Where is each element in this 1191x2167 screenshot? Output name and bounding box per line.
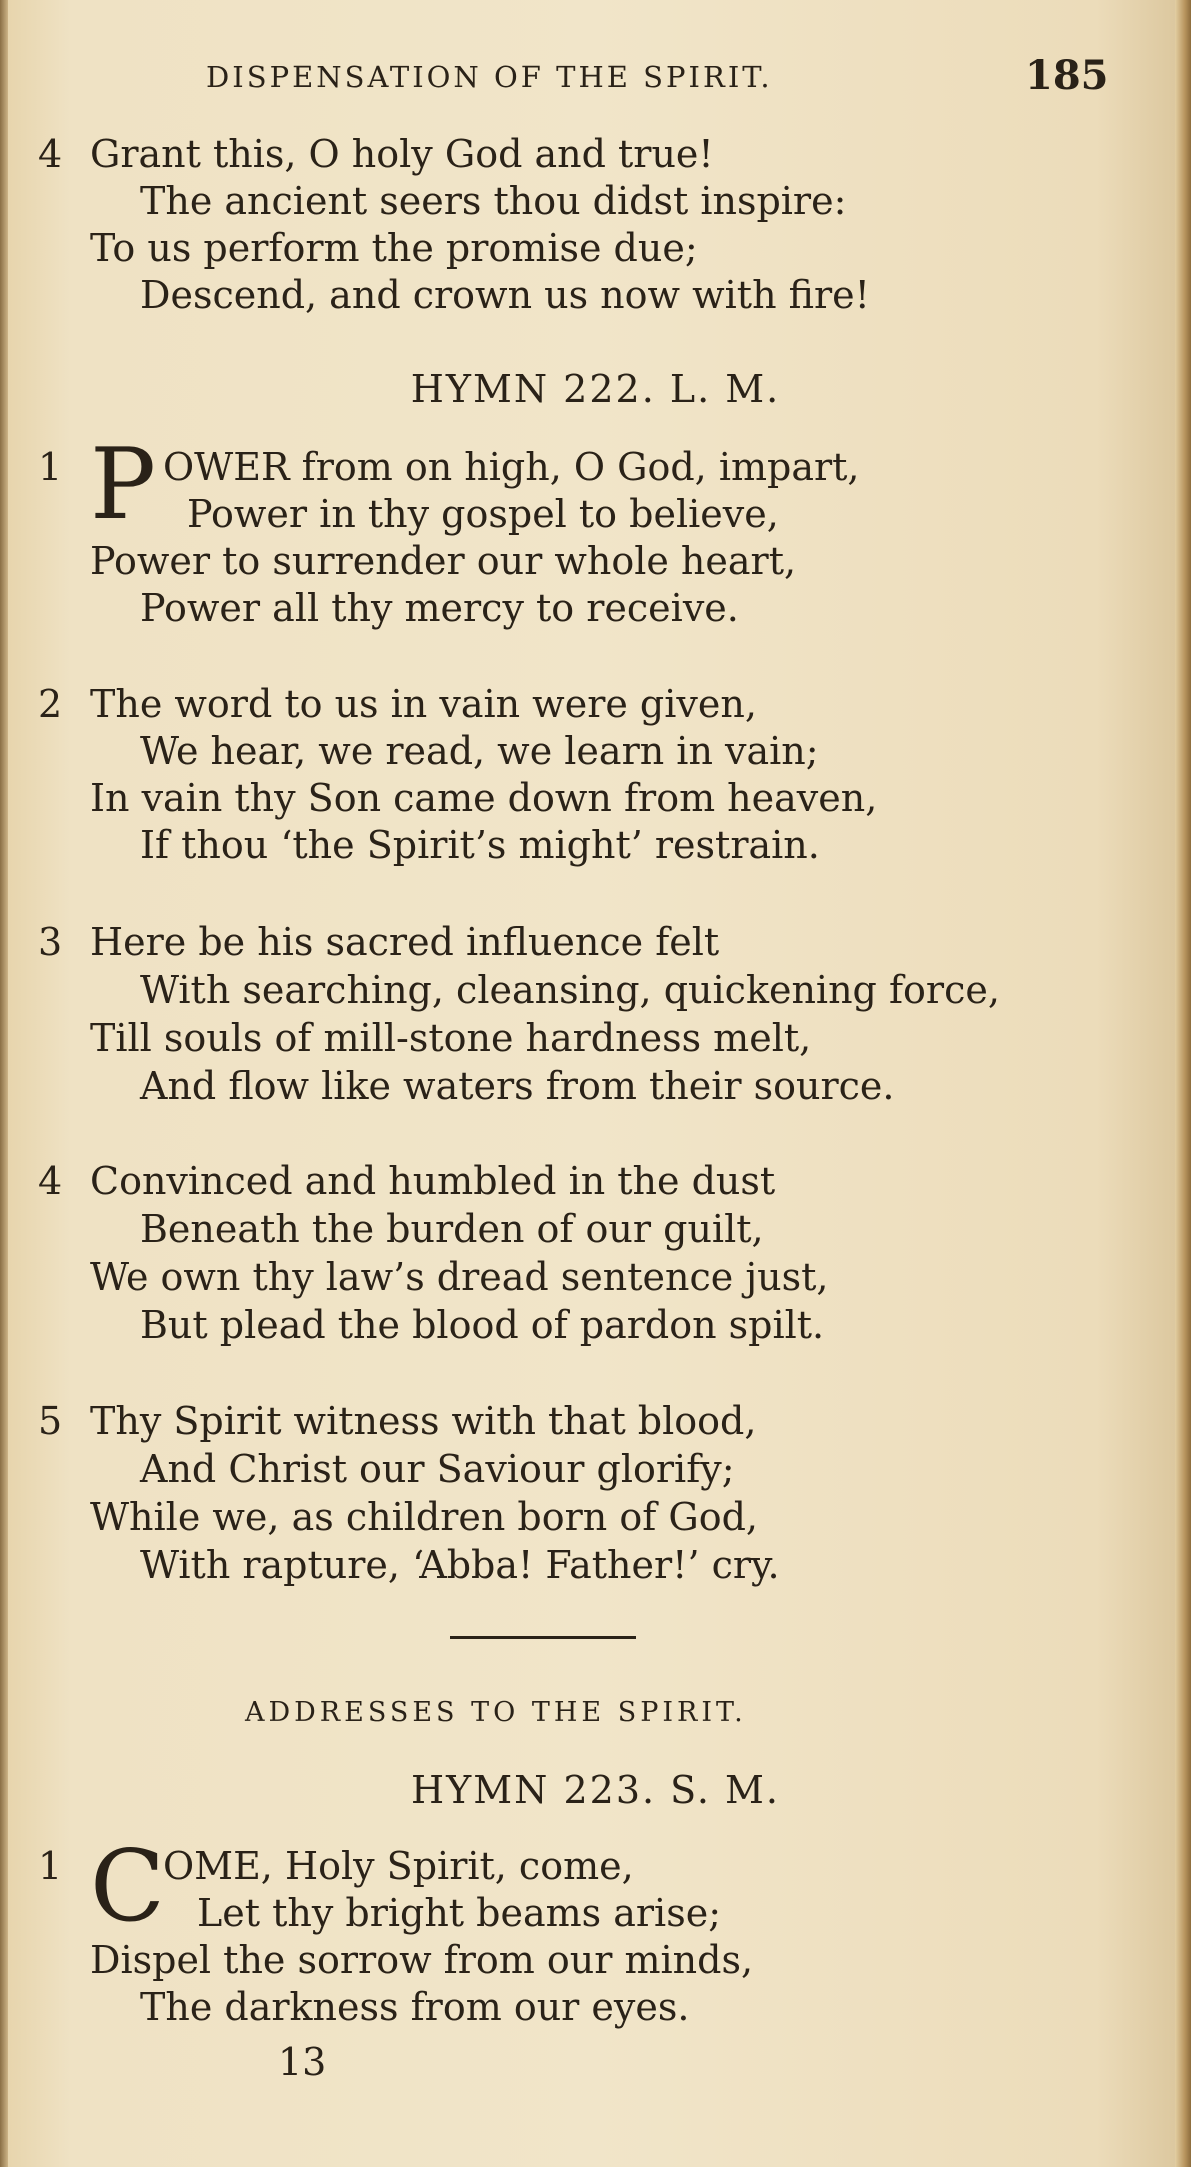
page-number: 185 — [1025, 52, 1109, 99]
stanza-line: But plead the blood of pardon spilt. — [140, 1303, 825, 1347]
running-header — [0, 52, 1191, 102]
stanza-line: To us perform the promise due; — [90, 226, 698, 270]
stanza-line: Till souls of mill-stone hardness melt, — [90, 1016, 812, 1060]
hymn-223-title: HYMN 223. S. M. — [411, 1768, 780, 1812]
stanza-number: 2 — [38, 682, 63, 726]
stanza-line: Beneath the burden of our guilt, — [140, 1207, 764, 1251]
stanza-number: 1 — [38, 1844, 63, 1888]
stanza-line: With rapture, ‘Abba! Father!’ cry. — [140, 1543, 780, 1587]
stanza-line: And Christ our Saviour glorify; — [140, 1447, 735, 1491]
page-right-edge — [1175, 0, 1191, 2167]
stanza-line: And flow like waters from their source. — [140, 1064, 895, 1108]
stanza-line: Power all thy mercy to receive. — [140, 586, 739, 630]
stanza-line: Grant this, O holy God and true! — [90, 132, 714, 176]
stanza-line: Power in thy gospel to believe, — [187, 492, 779, 536]
stanza-line: Thy Spirit witness with that blood, — [90, 1399, 757, 1443]
stanza-line: In vain thy Son came down from heaven, — [90, 776, 878, 820]
page-left-edge — [0, 0, 8, 2167]
stanza-number: 5 — [38, 1399, 63, 1443]
stanza-line: Descend, and crown us now with fire! — [140, 273, 870, 317]
stanza-line: Dispel the sorrow from our minds, — [90, 1938, 754, 1982]
stanza-line: Convinced and humbled in the dust — [90, 1159, 776, 1203]
signature-mark: 13 — [278, 2040, 327, 2084]
stanza-line: Power to surrender our whole heart, — [90, 539, 797, 583]
stanza-line: While we, as children born of God, — [90, 1495, 758, 1539]
stanza-line: Let thy bright beams arise; — [197, 1891, 722, 1935]
stanza-line: OME, Holy Spirit, come, — [163, 1844, 634, 1888]
section-divider — [450, 1636, 636, 1639]
stanza-line: The word to us in vain were given, — [90, 682, 757, 726]
stanza-number: 1 — [38, 445, 63, 489]
hymn-222-title: HYMN 222. L. M. — [410, 367, 781, 411]
section-title: ADDRESSES TO THE SPIRIT. — [245, 1697, 747, 1728]
drop-cap: P — [90, 428, 156, 542]
stanza-line: OWER from on high, O God, impart, — [163, 445, 860, 489]
drop-cap: C — [90, 1830, 165, 1944]
stanza-line: Here be his sacred influence felt — [90, 920, 720, 964]
header-title: DISPENSATION OF THE SPIRIT. — [206, 60, 773, 94]
stanza-line: The ancient seers thou didst inspire: — [140, 179, 847, 223]
stanza-line: The darkness from our eyes. — [140, 1985, 690, 2029]
stanza-number: 4 — [38, 132, 63, 176]
stanza-line: We own thy law’s dread sentence just, — [90, 1255, 829, 1299]
stanza-number: 3 — [38, 920, 63, 964]
stanza-number: 4 — [38, 1159, 63, 1203]
stanza-line: With searching, cleansing, quickening force, — [140, 968, 1000, 1012]
stanza-line: We hear, we read, we learn in vain; — [140, 729, 819, 773]
stanza-line: If thou ‘the Spirit’s might’ restrain. — [140, 823, 820, 867]
